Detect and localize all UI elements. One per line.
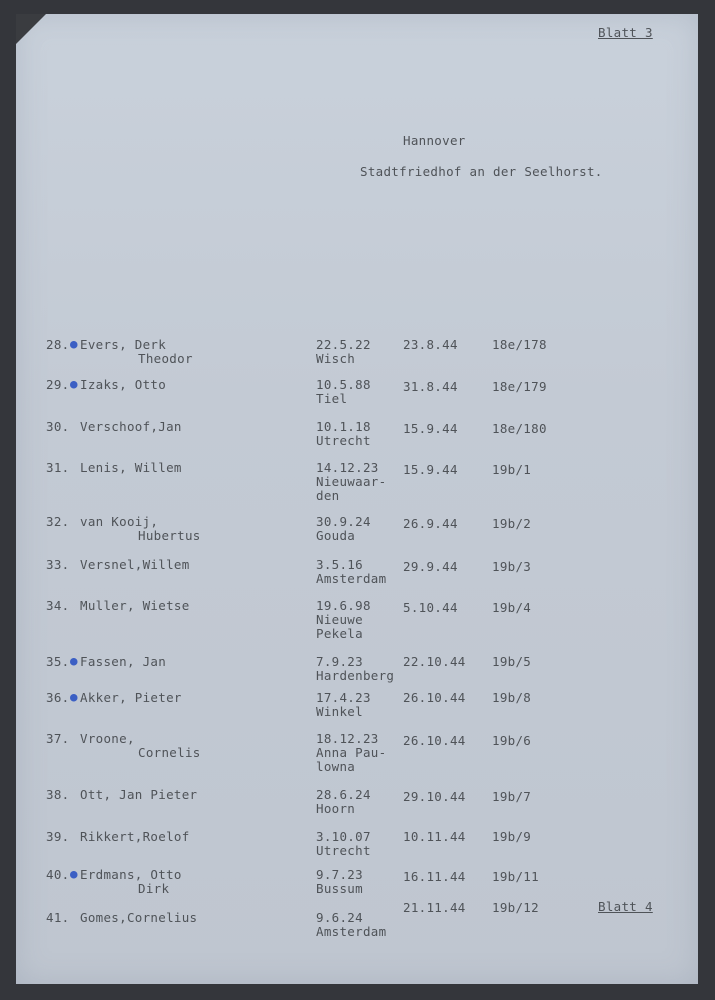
entry-name-line1: Ott, Jan Pieter: [80, 787, 198, 802]
entry-name: [80, 378, 280, 392]
entry-birth-place: Bussum: [316, 881, 363, 896]
entry-birth-date: 22.5.22: [316, 337, 371, 352]
entry-grave-number: 19b/1: [492, 462, 532, 477]
entry-grave-number: 19b/5: [492, 654, 532, 669]
cemetery-heading: Stadtfriedhof an der Seelhorst.: [360, 164, 603, 179]
entry-name: [80, 338, 280, 366]
entry-number: 36.: [46, 690, 70, 705]
entry-name-line2: Theodor: [138, 351, 193, 366]
entry-birth-date: 3.10.07: [316, 829, 371, 844]
entry-mark: ●: [70, 653, 78, 668]
entry-death-date: 10.11.44: [403, 829, 466, 844]
entry-birth-date: 9.7.23: [316, 867, 363, 882]
entry-grave-number: 19b/3: [492, 559, 532, 574]
entry-mark: ●: [70, 336, 78, 351]
entry-grave-number: 19b/11: [492, 869, 539, 884]
entry-mark: ●: [70, 866, 78, 881]
entry-number: 41.: [46, 910, 70, 925]
entry-name-line1: Gomes,Cornelius: [80, 910, 198, 925]
entry-death-date: 26.9.44: [403, 516, 458, 531]
entry-name: [80, 732, 280, 760]
entry-birth-date: 28.6.24: [316, 787, 371, 802]
entry-birth-date: 9.6.24: [316, 910, 363, 925]
entry-number: 32.: [46, 514, 70, 529]
entry-grave-number: 19b/8: [492, 690, 532, 705]
entry-death-date: 26.10.44: [403, 690, 466, 705]
entry-birth-place: Hoorn: [316, 801, 356, 816]
entry-death-date: 22.10.44: [403, 654, 466, 669]
entry-birth-place: Tiel: [316, 391, 348, 406]
entry-number: 38.: [46, 787, 70, 802]
entry-birth-place: Amsterdam: [316, 571, 387, 586]
entry-birth-place: Nieuwe Pekela: [316, 612, 363, 641]
entry-birth-date: 30.9.24: [316, 514, 371, 529]
entry-name-line1: Izaks, Otto: [80, 377, 167, 392]
entry-birth-date: 10.5.88: [316, 377, 371, 392]
entry-name-line1: Lenis, Willem: [80, 460, 182, 475]
entry-birth-place: Gouda: [316, 528, 356, 543]
entry-death-date: 23.8.44: [403, 337, 458, 352]
entry-name-line1: Versnel,Willem: [80, 557, 190, 572]
entry-name-line2: Dirk: [138, 881, 170, 896]
entry-grave-number: 19b/6: [492, 733, 532, 748]
entry-birth-place: Nieuwaar- den: [316, 474, 387, 503]
entry-number: 39.: [46, 829, 70, 844]
entry-death-date: 16.11.44: [403, 869, 466, 884]
entry-number: 35.: [46, 654, 70, 669]
entry-name-line1: Muller, Wietse: [80, 598, 190, 613]
entry-death-date: 29.9.44: [403, 559, 458, 574]
entry-name-line1: Evers, Derk: [80, 337, 167, 352]
entry-birth-place: Winkel: [316, 704, 363, 719]
entry-number: 40.: [46, 867, 70, 882]
entry-grave-number: 19b/9: [492, 829, 532, 844]
entry-birth-date: 18.12.23: [316, 731, 379, 746]
entry-death-date: 15.9.44: [403, 421, 458, 436]
entry-birth-date: 14.12.23: [316, 460, 379, 475]
entry-death-date: 15.9.44: [403, 462, 458, 477]
entry-name: [80, 558, 280, 572]
entry-number: 31.: [46, 460, 70, 475]
entry-birth-place: Wisch: [316, 351, 356, 366]
entry-death-date: 29.10.44: [403, 789, 466, 804]
entry-grave-number: 19b/12: [492, 900, 539, 915]
entry-grave-number: 18e/180: [492, 421, 547, 436]
entry-name: [80, 599, 280, 613]
entry-grave-number: 18e/178: [492, 337, 547, 352]
entry-name: [80, 420, 280, 434]
entry-death-date: 21.11.44: [403, 900, 466, 915]
entry-birth-place: Amsterdam: [316, 924, 387, 939]
entry-name: [80, 655, 280, 669]
entry-birth-place: Anna Pau- lowna: [316, 745, 387, 774]
entry-name-line1: Erdmans, Otto: [80, 867, 182, 882]
entry-number: 30.: [46, 419, 70, 434]
entry-birth-place: Utrecht: [316, 843, 371, 858]
entry-number: 34.: [46, 598, 70, 613]
entry-number: 28.: [46, 337, 70, 352]
entry-number: 33.: [46, 557, 70, 572]
entry-grave-number: 19b/4: [492, 600, 532, 615]
entry-birth-date: 17.4.23: [316, 690, 371, 705]
entry-name-line1: van Kooij,: [80, 514, 159, 529]
entry-name: [80, 788, 280, 802]
entry-name-line2: Cornelis: [138, 745, 201, 760]
entry-grave-number: 18e/179: [492, 379, 547, 394]
entry-name: [80, 691, 280, 705]
entry-name-line1: Vroone,: [80, 731, 135, 746]
entry-death-date: 5.10.44: [403, 600, 458, 615]
entry-name: [80, 911, 280, 925]
entry-birth-place: Hardenberg: [316, 668, 395, 683]
entry-grave-number: 19b/2: [492, 516, 532, 531]
entry-name: [80, 830, 280, 844]
entry-name-line1: Akker, Pieter: [80, 690, 182, 705]
entry-birth-date: 10.1.18: [316, 419, 371, 434]
sheet-number-bottom: Blatt 4: [598, 899, 653, 914]
entry-birth-place: Utrecht: [316, 433, 371, 448]
entry-birth-date: 7.9.23: [316, 654, 363, 669]
entry-name: [80, 515, 280, 543]
entry-birth-date: 19.6.98: [316, 598, 371, 613]
entry-mark: ●: [70, 689, 78, 704]
entry-name: [80, 868, 280, 896]
entry-name-line1: Rikkert,Roelof: [80, 829, 190, 844]
entry-birth-date: 3.5.16: [316, 557, 363, 572]
sheet-number-top: Blatt 3: [598, 25, 653, 40]
entry-grave-number: 19b/7: [492, 789, 532, 804]
entry-mark: ●: [70, 376, 78, 391]
city-heading: Hannover: [403, 133, 466, 148]
entry-death-date: 26.10.44: [403, 733, 466, 748]
entry-name: [80, 461, 280, 475]
entry-name-line1: Verschoof,Jan: [80, 419, 182, 434]
entry-name-line2: Hubertus: [138, 528, 201, 543]
folded-corner: [16, 14, 46, 44]
entry-number: 29.: [46, 377, 70, 392]
entry-number: 37.: [46, 731, 70, 746]
entry-death-date: 31.8.44: [403, 379, 458, 394]
entry-name-line1: Fassen, Jan: [80, 654, 167, 669]
